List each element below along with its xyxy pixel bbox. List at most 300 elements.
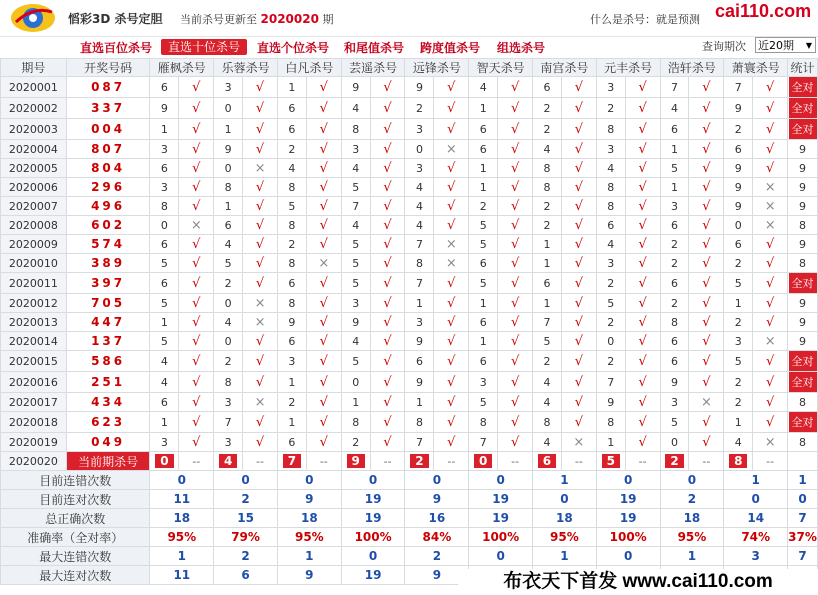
kill-number: 1 xyxy=(150,119,179,140)
kill-number: 7 xyxy=(469,433,498,452)
dash-cell: -- xyxy=(370,452,405,471)
col-expert: 智天杀号 xyxy=(469,59,533,77)
check-icon: √ xyxy=(306,235,341,254)
logo-icon xyxy=(8,2,58,34)
check-icon: √ xyxy=(625,119,660,140)
kill-number: 3 xyxy=(596,140,625,159)
summary-value: 0 xyxy=(405,471,469,490)
site-logo[interactable]: cai110.com xyxy=(715,1,812,21)
check-icon: √ xyxy=(561,332,596,351)
check-icon: √ xyxy=(370,393,405,412)
kill-number: 6 xyxy=(469,140,498,159)
draw-number: 389 xyxy=(66,254,150,273)
check-icon: √ xyxy=(306,313,341,332)
issue-cell: 2020020 xyxy=(1,452,67,471)
issue-cell: 2020002 xyxy=(1,98,67,119)
col-expert: 南宫杀号 xyxy=(533,59,597,77)
check-icon: √ xyxy=(753,393,788,412)
kill-number: 1 xyxy=(150,313,179,332)
kill-number: 4 xyxy=(533,393,562,412)
check-icon: √ xyxy=(753,98,788,119)
check-icon: √ xyxy=(306,433,341,452)
check-icon: √ xyxy=(625,351,660,372)
check-icon: √ xyxy=(498,254,533,273)
check-icon: √ xyxy=(689,254,724,273)
kill-number: 2 xyxy=(533,351,562,372)
table-row xyxy=(1,216,818,235)
miss-icon: × xyxy=(434,140,469,159)
summary-label: 总正确次数 xyxy=(1,509,150,528)
miss-icon: × xyxy=(753,332,788,351)
summary-value: 100% xyxy=(469,528,533,547)
kill-number: 0 xyxy=(596,332,625,351)
draw-number: 137 xyxy=(66,332,150,351)
summary-value: 95% xyxy=(533,528,597,547)
kill-number: 1 xyxy=(150,412,179,433)
kill-number: 2 xyxy=(533,98,562,119)
check-icon: √ xyxy=(753,140,788,159)
check-icon: √ xyxy=(434,433,469,452)
table-row xyxy=(1,372,818,393)
stat-cell: 8 xyxy=(788,254,818,273)
dash-cell: -- xyxy=(434,452,469,471)
check-icon: √ xyxy=(179,98,214,119)
summary-label: 准确率（全对率） xyxy=(1,528,150,547)
kill-number: 8 xyxy=(214,178,243,197)
kill-number: 1 xyxy=(214,197,243,216)
kill-number: 8 xyxy=(150,197,179,216)
kill-number: 8 xyxy=(341,412,370,433)
current-kill-number: 7 xyxy=(283,454,301,468)
check-icon: √ xyxy=(498,332,533,351)
check-icon: √ xyxy=(434,197,469,216)
issue-cell: 2020015 xyxy=(1,351,67,372)
summary-value: 95% xyxy=(277,528,341,547)
period-select[interactable] xyxy=(755,37,816,53)
kill-number: 6 xyxy=(150,235,179,254)
draw-number: 337 xyxy=(66,98,150,119)
kill-number: 0 xyxy=(214,159,243,178)
summary-value: 11 xyxy=(150,566,214,585)
kill-number: 2 xyxy=(533,216,562,235)
check-icon: √ xyxy=(561,294,596,313)
all-correct-badge: 全对 xyxy=(789,273,817,293)
kill-number: 1 xyxy=(341,393,370,412)
kill-number: 1 xyxy=(469,178,498,197)
check-icon: √ xyxy=(434,159,469,178)
check-icon: √ xyxy=(625,98,660,119)
draw-number: 397 xyxy=(66,273,150,294)
kill-number: 9 xyxy=(596,393,625,412)
check-icon: √ xyxy=(434,351,469,372)
kill-number: 5 xyxy=(596,294,625,313)
kill-number: 6 xyxy=(724,140,753,159)
check-icon: √ xyxy=(243,197,278,216)
period-value: 近20期 xyxy=(758,39,794,52)
kill-number: 4 xyxy=(724,433,753,452)
current-kill-cell xyxy=(469,452,498,471)
check-icon: √ xyxy=(689,412,724,433)
stat-cell xyxy=(788,77,818,98)
dash-cell: -- xyxy=(243,452,278,471)
dash-cell: -- xyxy=(625,452,660,471)
kill-number: 2 xyxy=(724,254,753,273)
issue-cell: 2020009 xyxy=(1,235,67,254)
check-icon: √ xyxy=(561,197,596,216)
kill-number: 9 xyxy=(277,313,306,332)
kill-number: 3 xyxy=(724,332,753,351)
summary-value: 0 xyxy=(788,490,818,509)
check-icon: √ xyxy=(689,313,724,332)
check-icon: √ xyxy=(753,412,788,433)
check-icon: √ xyxy=(306,197,341,216)
issue-cell: 2020003 xyxy=(1,119,67,140)
check-icon: √ xyxy=(306,412,341,433)
summary-value: 0 xyxy=(214,471,278,490)
summary-value: 2 xyxy=(214,547,278,566)
kill-number: 8 xyxy=(596,412,625,433)
summary-value: 95% xyxy=(150,528,214,547)
check-icon: √ xyxy=(434,178,469,197)
summary-value: 1 xyxy=(277,547,341,566)
kill-number: 5 xyxy=(341,254,370,273)
check-icon: √ xyxy=(498,159,533,178)
kill-number: 3 xyxy=(660,197,689,216)
stat-cell: 9 xyxy=(788,313,818,332)
kill-number: 4 xyxy=(150,351,179,372)
check-icon: √ xyxy=(689,294,724,313)
summary-value: 74% xyxy=(724,528,788,547)
table-row xyxy=(1,351,818,372)
all-correct-badge: 全对 xyxy=(789,372,817,392)
kill-number: 4 xyxy=(596,159,625,178)
summary-value: 18 xyxy=(533,509,597,528)
table-row xyxy=(1,235,818,254)
check-icon: √ xyxy=(689,197,724,216)
check-icon: √ xyxy=(370,412,405,433)
check-icon: √ xyxy=(625,294,660,313)
kill-number: 0 xyxy=(660,433,689,452)
kill-number: 4 xyxy=(277,159,306,178)
kill-number: 4 xyxy=(533,433,562,452)
check-icon: √ xyxy=(179,332,214,351)
check-icon: √ xyxy=(498,433,533,452)
col-expert: 乐蓉杀号 xyxy=(214,59,278,77)
dash-cell: -- xyxy=(179,452,214,471)
draw-number: 496 xyxy=(66,197,150,216)
dash-cell: -- xyxy=(306,452,341,471)
kill-number: 1 xyxy=(405,294,434,313)
current-kill-cell xyxy=(405,452,434,471)
stat-cell: 9 xyxy=(788,159,818,178)
check-icon: √ xyxy=(306,140,341,159)
all-correct-badge: 全对 xyxy=(789,119,817,139)
check-icon: √ xyxy=(625,235,660,254)
kill-number: 3 xyxy=(405,313,434,332)
kill-number: 6 xyxy=(150,273,179,294)
kill-number: 6 xyxy=(469,351,498,372)
kill-number: 8 xyxy=(277,178,306,197)
period-label: 查询期次 xyxy=(702,40,746,53)
kill-number: 9 xyxy=(405,372,434,393)
table-row xyxy=(1,294,818,313)
kill-number: 1 xyxy=(405,393,434,412)
stat-cell xyxy=(788,98,818,119)
summary-value: 19 xyxy=(341,566,405,585)
table-row xyxy=(1,119,818,140)
stat-cell xyxy=(788,452,818,471)
kill-number: 7 xyxy=(405,235,434,254)
check-icon: √ xyxy=(561,77,596,98)
table-row xyxy=(1,178,818,197)
summary-value: 1 xyxy=(533,471,597,490)
check-icon: √ xyxy=(689,140,724,159)
kill-number: 6 xyxy=(405,351,434,372)
check-icon: √ xyxy=(370,351,405,372)
kill-number: 1 xyxy=(660,140,689,159)
stat-cell: 9 xyxy=(788,332,818,351)
table-row xyxy=(1,197,818,216)
summary-value: 16 xyxy=(405,509,469,528)
check-icon: √ xyxy=(179,140,214,159)
check-icon: √ xyxy=(370,372,405,393)
kill-number: 2 xyxy=(214,351,243,372)
col-expert: 远锋杀号 xyxy=(405,59,469,77)
kill-number: 1 xyxy=(724,294,753,313)
issue-cell: 2020011 xyxy=(1,273,67,294)
kill-number: 4 xyxy=(341,216,370,235)
check-icon: √ xyxy=(625,197,660,216)
current-kill-cell xyxy=(533,452,562,471)
check-icon: √ xyxy=(434,412,469,433)
check-icon: √ xyxy=(753,159,788,178)
update-issue: 2020020 xyxy=(260,12,319,26)
kill-number: 9 xyxy=(214,140,243,159)
check-icon: √ xyxy=(434,294,469,313)
all-correct-badge: 全对 xyxy=(789,98,817,118)
check-icon: √ xyxy=(179,294,214,313)
miss-icon: × xyxy=(434,235,469,254)
summary-value: 3 xyxy=(724,547,788,566)
kill-number: 9 xyxy=(660,372,689,393)
summary-value: 0 xyxy=(660,471,724,490)
check-icon: √ xyxy=(179,393,214,412)
check-icon: √ xyxy=(243,178,278,197)
check-icon: √ xyxy=(689,119,724,140)
check-icon: √ xyxy=(753,77,788,98)
check-icon: √ xyxy=(306,351,341,372)
current-kill-number: 5 xyxy=(602,454,620,468)
issue-cell: 2020010 xyxy=(1,254,67,273)
kill-number: 5 xyxy=(469,393,498,412)
current-kill-number: 0 xyxy=(155,454,173,468)
draw-number: 623 xyxy=(66,412,150,433)
kill-number: 8 xyxy=(533,178,562,197)
summary-value: 79% xyxy=(214,528,278,547)
table-row xyxy=(1,159,818,178)
miss-icon: × xyxy=(434,254,469,273)
kill-number: 5 xyxy=(469,216,498,235)
summary-value: 0 xyxy=(469,471,533,490)
summary-value: 0 xyxy=(596,547,660,566)
stat-cell xyxy=(788,351,818,372)
kill-number: 1 xyxy=(724,412,753,433)
miss-icon: × xyxy=(753,178,788,197)
miss-icon: × xyxy=(179,216,214,235)
check-icon: √ xyxy=(498,294,533,313)
current-kill-cell xyxy=(660,452,689,471)
kill-number: 6 xyxy=(277,273,306,294)
check-icon: √ xyxy=(689,178,724,197)
tab-sum-tail-kill[interactable]: 和尾值杀号 xyxy=(344,41,405,55)
summary-value: 1 xyxy=(660,547,724,566)
kill-number: 4 xyxy=(405,216,434,235)
check-icon: √ xyxy=(689,235,724,254)
kill-number: 4 xyxy=(660,98,689,119)
check-icon: √ xyxy=(498,98,533,119)
kill-number: 5 xyxy=(341,235,370,254)
check-icon: √ xyxy=(625,393,660,412)
kill-number: 6 xyxy=(724,235,753,254)
draw-number: 586 xyxy=(66,351,150,372)
draw-number: 049 xyxy=(66,433,150,452)
check-icon: √ xyxy=(498,273,533,294)
check-icon: √ xyxy=(370,235,405,254)
kill-number: 9 xyxy=(405,332,434,351)
kill-number: 3 xyxy=(214,433,243,452)
tab-hundreds-kill[interactable]: 直选百位杀号 xyxy=(80,41,153,55)
update-prefix: 当前杀号更新至 xyxy=(180,13,257,26)
check-icon: √ xyxy=(306,119,341,140)
issue-cell: 2020016 xyxy=(1,372,67,393)
kill-number: 6 xyxy=(660,351,689,372)
stat-cell: 8 xyxy=(788,433,818,452)
draw-number: 602 xyxy=(66,216,150,235)
check-icon: √ xyxy=(498,119,533,140)
what-is-kill-link[interactable]: 什么是杀号：就是预测 xyxy=(590,13,700,26)
check-icon: √ xyxy=(370,313,405,332)
check-icon: √ xyxy=(306,178,341,197)
kill-number: 5 xyxy=(724,351,753,372)
summary-value: 19 xyxy=(341,490,405,509)
dash-cell: -- xyxy=(498,452,533,471)
check-icon: √ xyxy=(370,159,405,178)
tab-group-kill[interactable]: 组选杀号 xyxy=(497,41,546,55)
kill-number: 3 xyxy=(469,372,498,393)
check-icon: √ xyxy=(753,119,788,140)
kill-number: 6 xyxy=(277,433,306,452)
check-icon: √ xyxy=(625,332,660,351)
check-icon: √ xyxy=(179,159,214,178)
issue-cell: 2020014 xyxy=(1,332,67,351)
kill-number: 2 xyxy=(724,119,753,140)
check-icon: √ xyxy=(498,197,533,216)
summary-value: 0 xyxy=(596,471,660,490)
kill-number: 2 xyxy=(596,273,625,294)
summary-value: 19 xyxy=(596,509,660,528)
check-icon: √ xyxy=(370,294,405,313)
draw-number: 087 xyxy=(66,77,150,98)
summary-row xyxy=(1,471,818,490)
summary-value: 9 xyxy=(405,566,469,585)
check-icon: √ xyxy=(561,119,596,140)
check-icon: √ xyxy=(561,235,596,254)
summary-row xyxy=(1,490,818,509)
kill-number: 0 xyxy=(214,98,243,119)
kill-number: 1 xyxy=(469,294,498,313)
check-icon: √ xyxy=(753,294,788,313)
check-icon: √ xyxy=(179,77,214,98)
kill-number: 1 xyxy=(277,412,306,433)
check-icon: √ xyxy=(179,197,214,216)
table-row xyxy=(1,332,818,351)
issue-cell: 2020005 xyxy=(1,159,67,178)
table-row xyxy=(1,393,818,412)
kill-number: 3 xyxy=(405,119,434,140)
summary-value: 0 xyxy=(150,471,214,490)
kill-number: 4 xyxy=(150,372,179,393)
kill-number: 9 xyxy=(150,98,179,119)
kill-number: 6 xyxy=(533,273,562,294)
kill-number: 9 xyxy=(405,77,434,98)
issue-cell: 2020008 xyxy=(1,216,67,235)
kill-number: 8 xyxy=(214,372,243,393)
kill-number: 8 xyxy=(277,294,306,313)
kill-number: 6 xyxy=(150,159,179,178)
miss-icon: × xyxy=(306,254,341,273)
check-icon: √ xyxy=(434,273,469,294)
kill-number: 3 xyxy=(150,178,179,197)
col-expert: 白凡杀号 xyxy=(277,59,341,77)
current-row xyxy=(1,452,818,471)
kill-number: 4 xyxy=(214,313,243,332)
miss-icon: × xyxy=(243,393,278,412)
page-header xyxy=(0,0,818,37)
tab-span-kill[interactable]: 跨度值杀号 xyxy=(420,41,481,55)
summary-value: 1 xyxy=(724,471,788,490)
current-kill-cell xyxy=(214,452,243,471)
summary-row xyxy=(1,547,818,566)
kill-number: 3 xyxy=(277,351,306,372)
check-icon: √ xyxy=(179,433,214,452)
tab-tens-kill[interactable]: 直选十位杀号 xyxy=(161,39,247,55)
kill-number: 8 xyxy=(405,254,434,273)
check-icon: √ xyxy=(306,332,341,351)
stat-cell xyxy=(788,412,818,433)
kill-number: 7 xyxy=(533,313,562,332)
summary-value: 19 xyxy=(469,509,533,528)
check-icon: √ xyxy=(689,216,724,235)
check-icon: √ xyxy=(753,235,788,254)
kill-number: 2 xyxy=(405,98,434,119)
tab-units-kill[interactable]: 直选个位杀号 xyxy=(257,41,330,55)
check-icon: √ xyxy=(243,119,278,140)
check-icon: √ xyxy=(625,216,660,235)
kill-table xyxy=(0,58,818,585)
stat-cell: 8 xyxy=(788,216,818,235)
check-icon: √ xyxy=(625,412,660,433)
check-icon: √ xyxy=(243,77,278,98)
kill-number: 3 xyxy=(341,140,370,159)
check-icon: √ xyxy=(370,178,405,197)
header-row xyxy=(1,59,818,77)
summary-value: 0 xyxy=(341,547,405,566)
summary-value: 1 xyxy=(533,547,597,566)
dash-cell: -- xyxy=(561,452,596,471)
kill-number: 5 xyxy=(724,273,753,294)
summary-value: 18 xyxy=(277,509,341,528)
summary-value: 1 xyxy=(788,471,818,490)
